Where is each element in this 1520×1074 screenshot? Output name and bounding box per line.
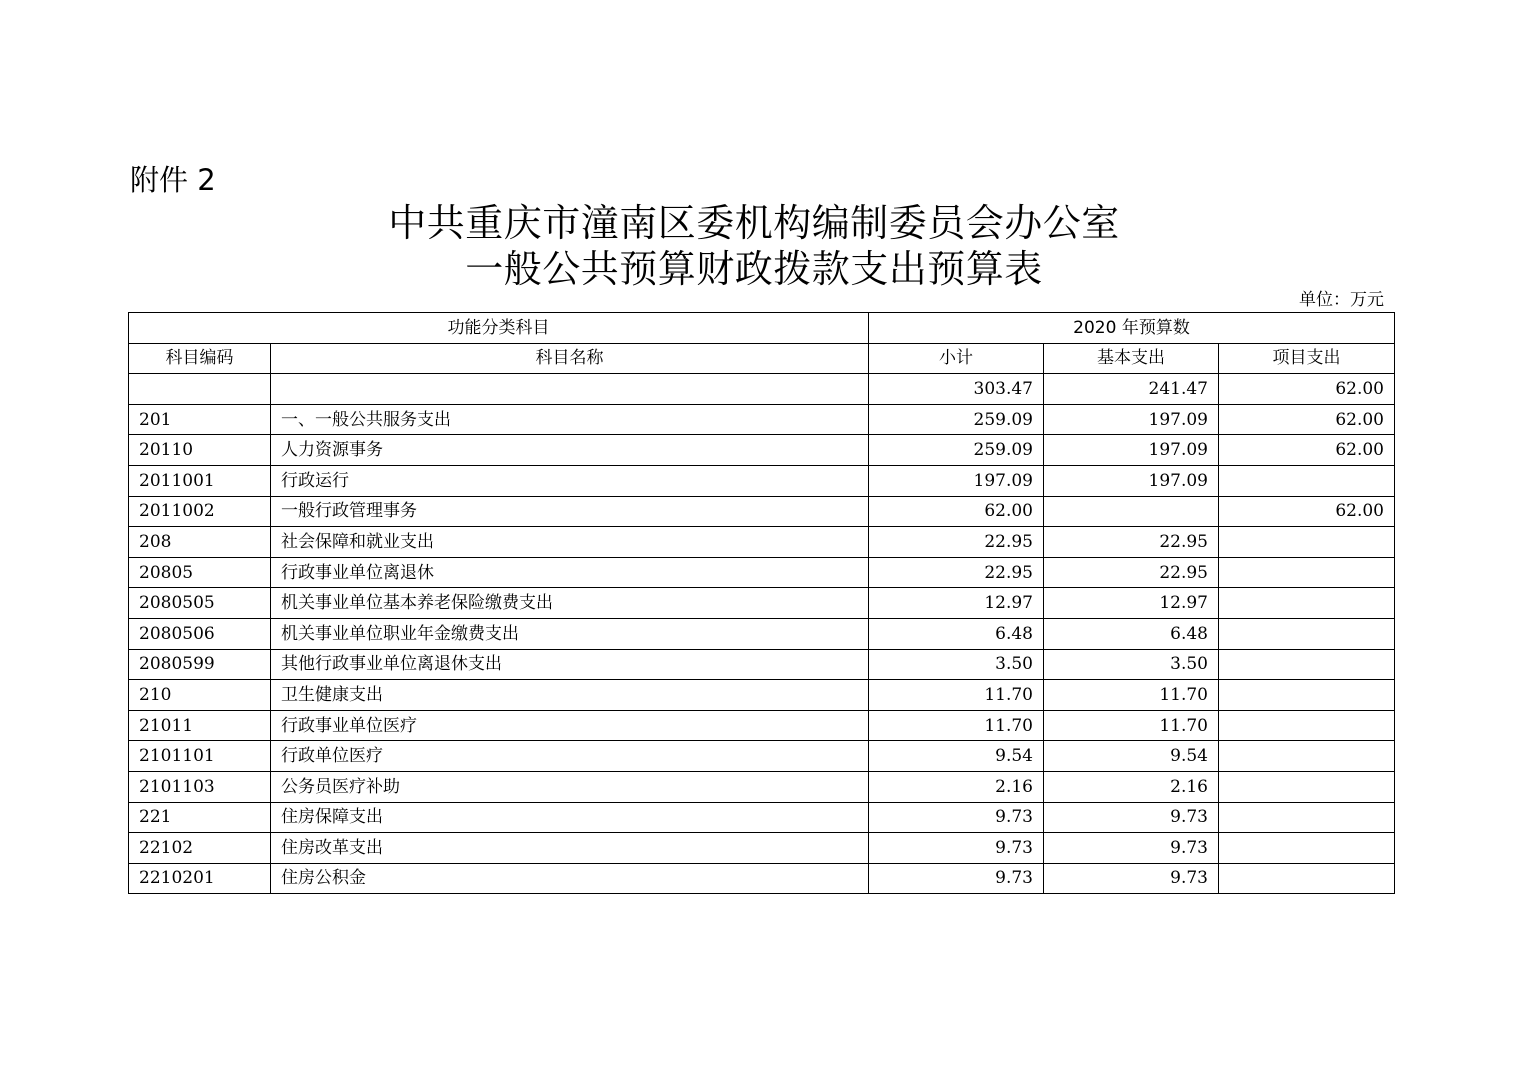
cell-code: 21011: [129, 710, 271, 741]
cell-code: 221: [129, 802, 271, 833]
table-row: [129, 863, 1395, 894]
cell-subtotal: 2.16: [869, 771, 1044, 802]
cell-subtotal: 9.54: [869, 741, 1044, 772]
cell-code: 2101103: [129, 771, 271, 802]
cell-code: 210: [129, 680, 271, 711]
cell-code: 2080505: [129, 588, 271, 619]
table-body: [129, 374, 1395, 894]
unit-label: 单位：万元: [1299, 290, 1384, 310]
cell-name: 行政单位医疗: [271, 741, 869, 772]
cell-subtotal: 9.73: [869, 802, 1044, 833]
cell-basic: 12.97: [1044, 588, 1219, 619]
cell-name: 机关事业单位职业年金缴费支出: [271, 618, 869, 649]
cell-subtotal: 11.70: [869, 680, 1044, 711]
cell-subtotal: 11.70: [869, 710, 1044, 741]
cell-basic: 22.95: [1044, 527, 1219, 558]
cell-name: 卫生健康支出: [271, 680, 869, 711]
table-row: [129, 557, 1395, 588]
cell-project: [1219, 649, 1395, 680]
cell-basic: 241.47: [1044, 374, 1219, 405]
cell-subtotal: 9.73: [869, 833, 1044, 864]
table-row: [129, 680, 1395, 711]
cell-code: 201: [129, 404, 271, 435]
cell-basic: 6.48: [1044, 618, 1219, 649]
cell-code: [129, 374, 271, 405]
table-row: [129, 710, 1395, 741]
cell-basic: 197.09: [1044, 435, 1219, 466]
cell-subtotal: 3.50: [869, 649, 1044, 680]
cell-basic: 3.50: [1044, 649, 1219, 680]
cell-name: 住房保障支出: [271, 802, 869, 833]
cell-basic: 9.73: [1044, 802, 1219, 833]
budget-table: [128, 312, 1395, 894]
cell-project: [1219, 527, 1395, 558]
cell-code: 2011002: [129, 496, 271, 527]
cell-code: 2210201: [129, 863, 271, 894]
page-title: 中共重庆市潼南区委机构编制委员会办公室: [388, 201, 1120, 245]
cell-name: 一般行政管理事务: [271, 496, 869, 527]
cell-project: [1219, 588, 1395, 619]
cell-basic: 9.73: [1044, 833, 1219, 864]
cell-project: [1219, 557, 1395, 588]
cell-basic: [1044, 496, 1219, 527]
table-row: [129, 374, 1395, 405]
cell-project: [1219, 680, 1395, 711]
cell-project: [1219, 833, 1395, 864]
cell-code: 2080599: [129, 649, 271, 680]
table-row: [129, 404, 1395, 435]
cell-project: 62.00: [1219, 496, 1395, 527]
cell-basic: 2.16: [1044, 771, 1219, 802]
table-row: [129, 496, 1395, 527]
table-row: [129, 649, 1395, 680]
cell-name: 住房改革支出: [271, 833, 869, 864]
cell-subtotal: 22.95: [869, 557, 1044, 588]
cell-basic: 197.09: [1044, 404, 1219, 435]
cell-name: 行政事业单位医疗: [271, 710, 869, 741]
cell-project: 62.00: [1219, 374, 1395, 405]
cell-project: [1219, 771, 1395, 802]
table-row: [129, 618, 1395, 649]
cell-name: 公务员医疗补助: [271, 771, 869, 802]
cell-basic: 11.70: [1044, 680, 1219, 711]
table-row: [129, 435, 1395, 466]
cell-basic: 11.70: [1044, 710, 1219, 741]
cell-code: 2011001: [129, 465, 271, 496]
cell-project: 62.00: [1219, 435, 1395, 466]
cell-project: [1219, 741, 1395, 772]
cell-code: 2080506: [129, 618, 271, 649]
column-header-code: 科目编码: [129, 343, 271, 374]
cell-basic: 22.95: [1044, 557, 1219, 588]
cell-subtotal: 9.73: [869, 863, 1044, 894]
table-row: [129, 802, 1395, 833]
cell-name: 一、一般公共服务支出: [271, 404, 869, 435]
cell-subtotal: 259.09: [869, 404, 1044, 435]
table-row: [129, 465, 1395, 496]
cell-name: 社会保障和就业支出: [271, 527, 869, 558]
table-row: [129, 771, 1395, 802]
cell-name: 住房公积金: [271, 863, 869, 894]
cell-name: 行政运行: [271, 465, 869, 496]
group-header-row: [129, 313, 1395, 344]
cell-project: [1219, 465, 1395, 496]
column-header-row: [129, 343, 1395, 374]
cell-code: 20805: [129, 557, 271, 588]
table-row: [129, 741, 1395, 772]
cell-code: 208: [129, 527, 271, 558]
column-header-basic: 基本支出: [1044, 343, 1219, 374]
cell-code: 2101101: [129, 741, 271, 772]
cell-project: 62.00: [1219, 404, 1395, 435]
cell-basic: 9.54: [1044, 741, 1219, 772]
column-header-subtotal: 小计: [869, 343, 1044, 374]
cell-name: [271, 374, 869, 405]
cell-basic: 9.73: [1044, 863, 1219, 894]
page-subtitle: 一般公共预算财政拨款支出预算表: [465, 247, 1043, 291]
column-header-project: 项目支出: [1219, 343, 1395, 374]
attachment-label: 附件 2: [130, 163, 216, 197]
cell-subtotal: 12.97: [869, 588, 1044, 619]
cell-project: [1219, 710, 1395, 741]
table-row: [129, 833, 1395, 864]
cell-name: 机关事业单位基本养老保险缴费支出: [271, 588, 869, 619]
cell-project: [1219, 618, 1395, 649]
cell-project: [1219, 802, 1395, 833]
cell-name: 人力资源事务: [271, 435, 869, 466]
cell-code: 22102: [129, 833, 271, 864]
cell-name: 行政事业单位离退休: [271, 557, 869, 588]
budget-year-header: 2020 年预算数: [869, 313, 1395, 344]
cell-subtotal: 259.09: [869, 435, 1044, 466]
column-header-name: 科目名称: [271, 343, 869, 374]
cell-subtotal: 197.09: [869, 465, 1044, 496]
table-row: [129, 588, 1395, 619]
cell-code: 20110: [129, 435, 271, 466]
cell-subtotal: 303.47: [869, 374, 1044, 405]
cell-name: 其他行政事业单位离退休支出: [271, 649, 869, 680]
cell-basic: 197.09: [1044, 465, 1219, 496]
cell-subtotal: 22.95: [869, 527, 1044, 558]
table-row: [129, 527, 1395, 558]
cell-project: [1219, 863, 1395, 894]
cell-subtotal: 6.48: [869, 618, 1044, 649]
functional-classification-header: 功能分类科目: [129, 313, 869, 344]
cell-subtotal: 62.00: [869, 496, 1044, 527]
